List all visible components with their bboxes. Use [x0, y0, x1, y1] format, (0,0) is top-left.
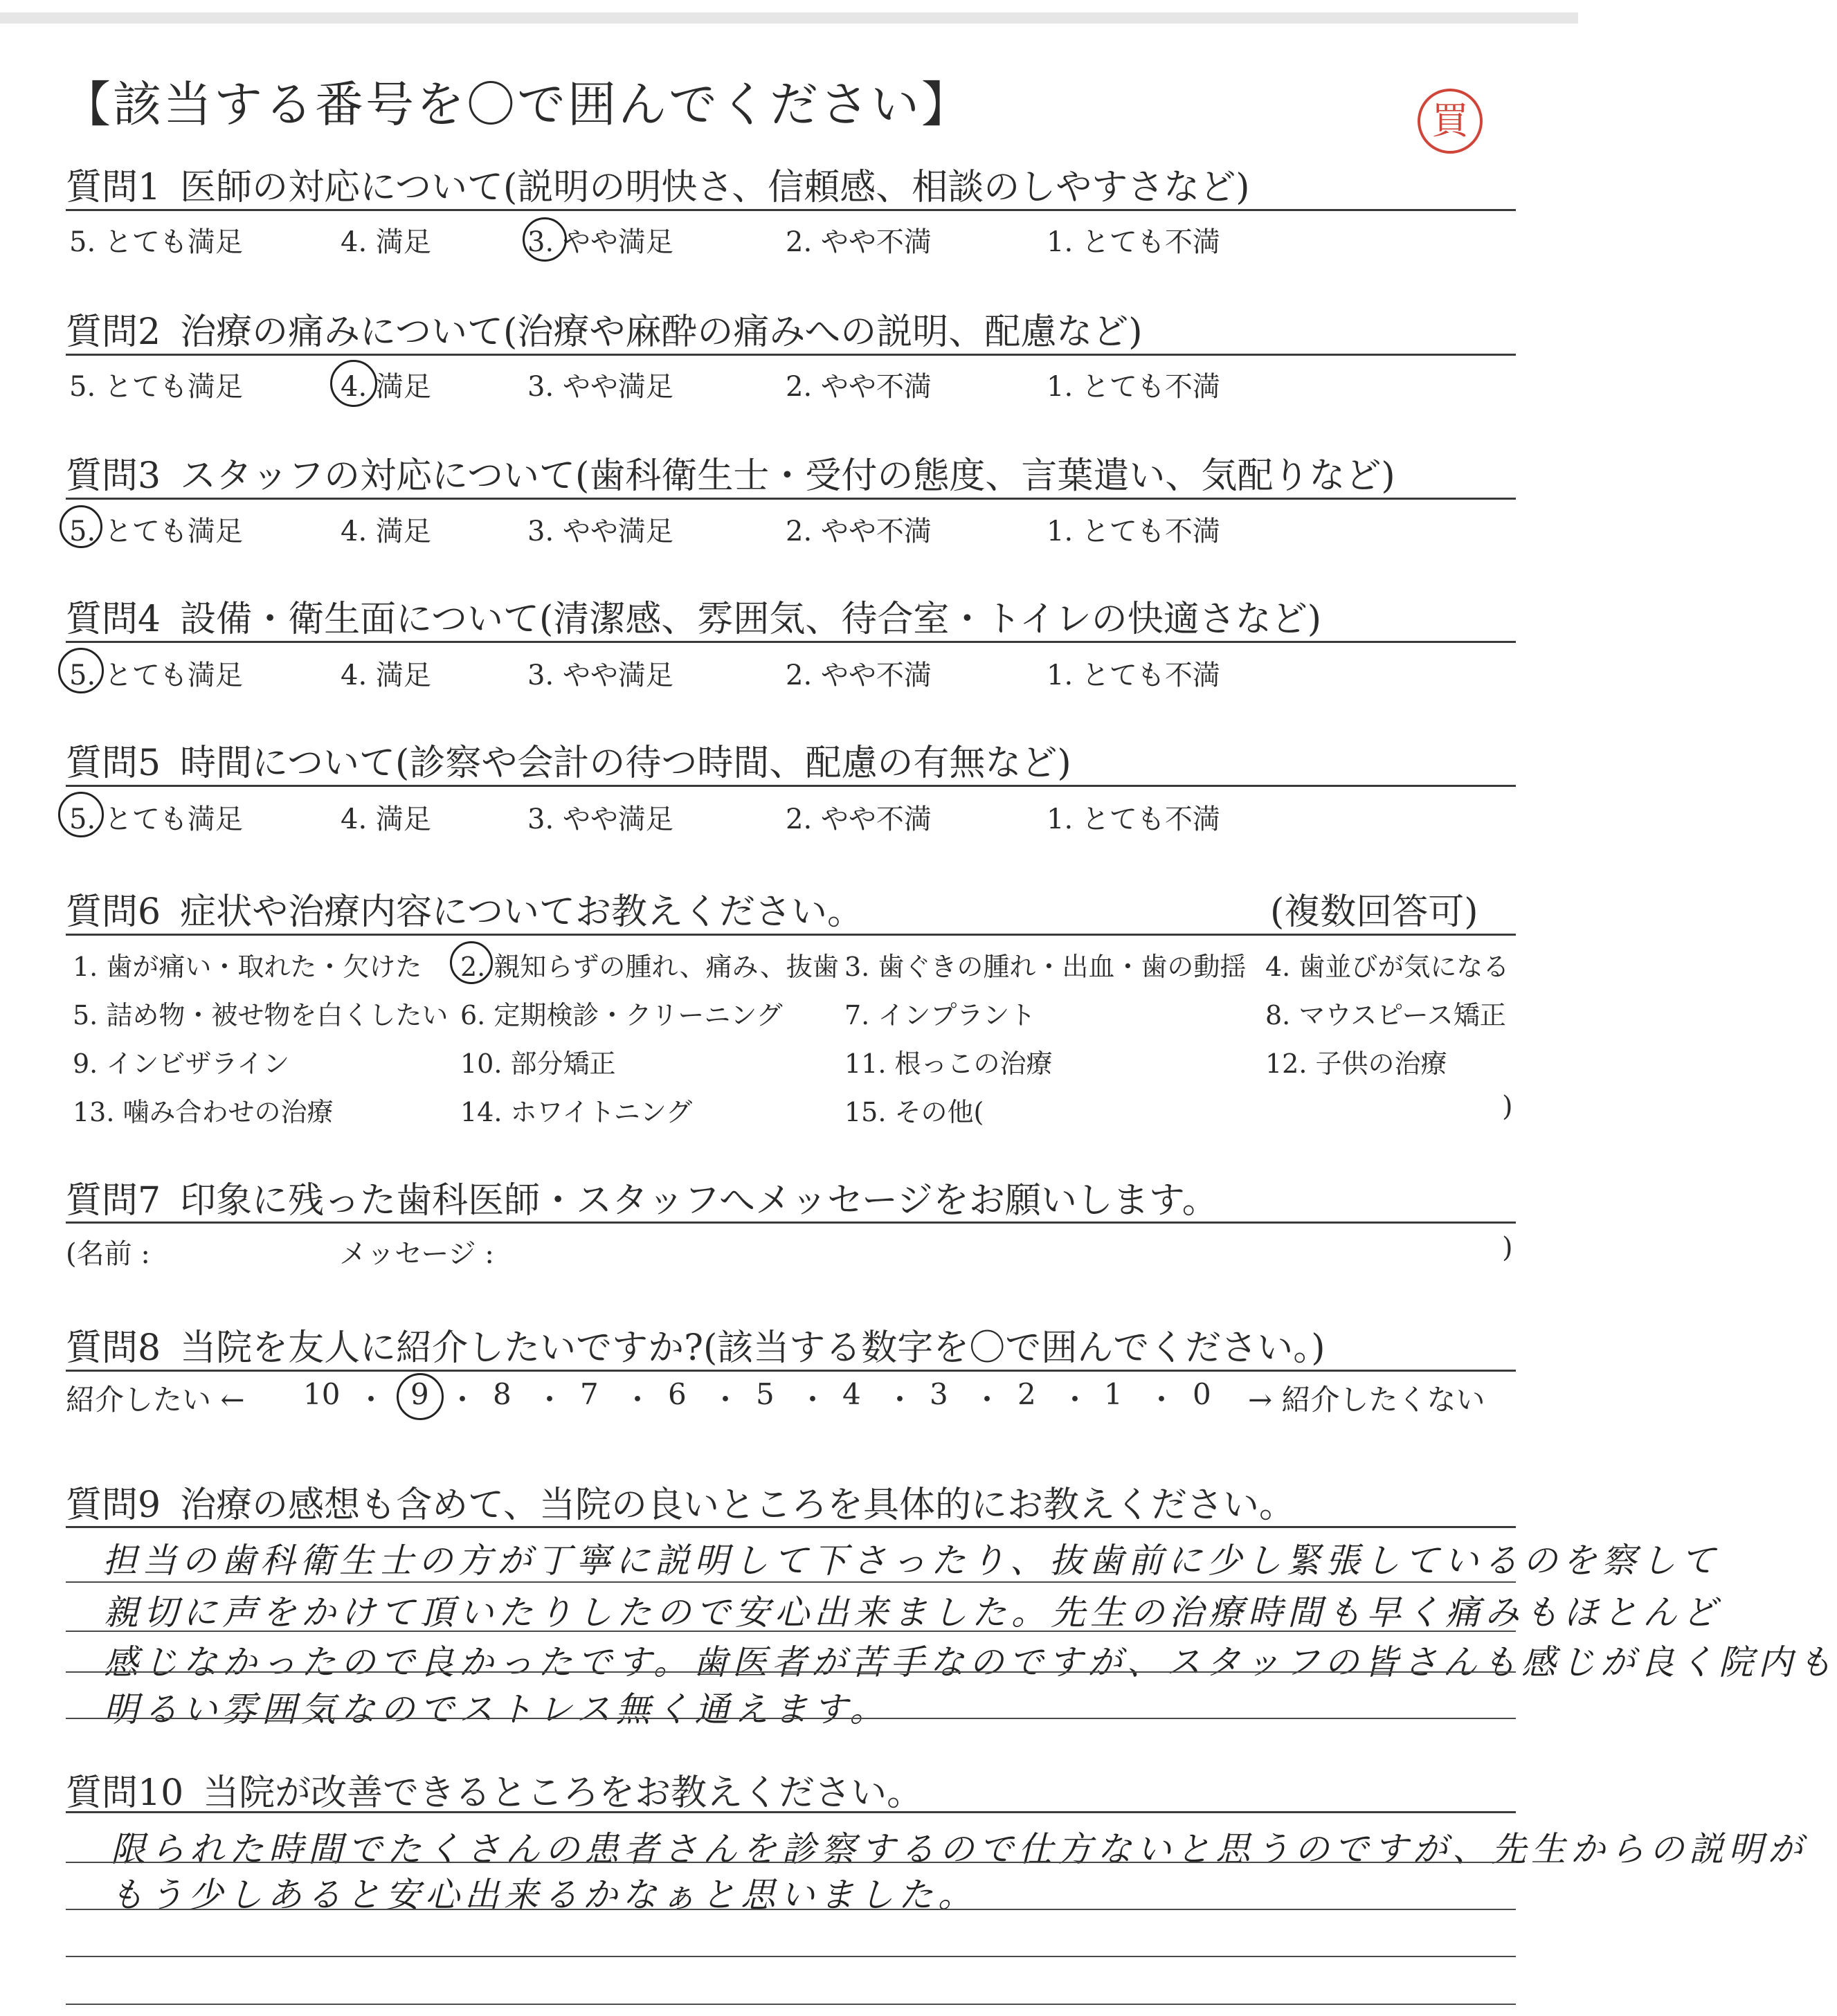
q4-option-5[interactable]: 5. とても満足: [69, 660, 243, 691]
q8-score-10[interactable]: 10: [303, 1377, 341, 1411]
q6-other-close: ): [1502, 1091, 1513, 1123]
q7-title: [66, 1171, 1218, 1223]
q5-text: 時間について(診察や会計の待つ時間、配慮の有無など): [180, 743, 1071, 784]
q4-selection-circle: [58, 648, 104, 693]
q6-title: [66, 882, 863, 934]
q9-answer-line-3: 感じなかったので良かったです。歯医者が苦手なのですが、スタッフの皆さんも感じが良く院内も: [104, 1642, 1837, 1682]
q1-option-2[interactable]: 2. やや不満: [786, 226, 932, 258]
q7-name-label: (名前 :: [66, 1238, 150, 1270]
q8-sep: ・: [1147, 1383, 1177, 1417]
q5-option-4[interactable]: 4. 満足: [341, 803, 431, 835]
q2-option-4[interactable]: 4. 満足: [341, 371, 431, 403]
q4-option-4[interactable]: 4. 満足: [341, 660, 431, 691]
q9-title: [66, 1475, 1295, 1527]
q6-option-10[interactable]: 10. 部分矯正: [460, 1048, 616, 1079]
q6-option-1[interactable]: 1. 歯が痛い・取れた・欠けた: [73, 952, 422, 982]
q10-answer-rule: [66, 2004, 1516, 2005]
q1-title: [66, 158, 1250, 210]
q7-number: 質問7: [66, 1180, 161, 1222]
q6-option-9[interactable]: 9. インビザライン: [73, 1048, 290, 1079]
q4-rule: [66, 641, 1516, 643]
q8-score-6[interactable]: 6: [668, 1377, 687, 1411]
q6-option-2[interactable]: 2. 親知らずの腫れ、痛み、抜歯: [460, 952, 839, 982]
q6-option-5[interactable]: 5. 詰め物・被せ物を白くしたい: [73, 1000, 449, 1030]
q3-option-5[interactable]: 5. とても満足: [69, 516, 243, 547]
q8-sep: ・: [623, 1383, 653, 1417]
q5-title: [66, 734, 1071, 785]
hanko-stamp: 買: [1418, 89, 1483, 154]
q10-answer-rule: [66, 1862, 1516, 1863]
q10-answer-line-1: 限られた時間でたくさんの患者さんを診察するので仕方ないと思うのですが、先生からの説明が: [111, 1829, 1807, 1869]
q3-option-4[interactable]: 4. 満足: [341, 516, 431, 547]
q8-sep: ・: [972, 1383, 1002, 1417]
q8-score-1[interactable]: 1: [1104, 1377, 1123, 1411]
q1-option-3[interactable]: 3. やや満足: [527, 226, 673, 258]
q3-option-1[interactable]: 1. とても不満: [1047, 516, 1220, 547]
q10-answer-rule: [66, 1956, 1516, 1957]
q8-sep: ・: [448, 1383, 478, 1417]
q9-answer-rule: [66, 1631, 1516, 1632]
q1-option-4[interactable]: 4. 満足: [341, 226, 431, 258]
q5-number: 質問5: [66, 743, 161, 784]
q9-text: 治療の感想も含めて、当院の良いところを具体的にお教えください。: [180, 1484, 1296, 1526]
q2-option-5[interactable]: 5. とても満足: [69, 371, 243, 403]
q1-number: 質問1: [66, 167, 161, 208]
q8-scale: [66, 1377, 1519, 1419]
q4-text: 設備・衛生面について(清潔感、雰囲気、待合室・トイレの快適さなど): [180, 599, 1322, 640]
q8-text: 当院を友人に紹介したいですか?(該当する数字を〇で囲んでください。): [180, 1327, 1325, 1369]
q5-option-2[interactable]: 2. やや不満: [786, 803, 932, 835]
q2-rule: [66, 354, 1516, 356]
q6-option-6[interactable]: 6. 定期検診・クリーニング: [460, 1000, 783, 1030]
q1-rule: [66, 209, 1516, 211]
q8-sep: ・: [535, 1383, 565, 1417]
q6-note: (複数回答可): [1270, 891, 1478, 933]
q7-close: ): [1502, 1232, 1513, 1264]
q8-right-label: → 紹介したくない: [1248, 1383, 1485, 1417]
q4-option-1[interactable]: 1. とても不満: [1047, 660, 1220, 691]
q10-answer-rule: [66, 1909, 1516, 1910]
q6-option-8[interactable]: 8. マウスピース矯正: [1265, 1000, 1506, 1030]
q8-score-5[interactable]: 5: [756, 1377, 775, 1411]
q7-rule: [66, 1222, 1516, 1224]
q8-sep: ・: [1060, 1383, 1090, 1417]
q4-option-3[interactable]: 3. やや満足: [527, 660, 673, 691]
q1-text: 医師の対応について(説明の明快さ、信頼感、相談のしやすさなど): [180, 167, 1250, 208]
q2-option-3[interactable]: 3. やや満足: [527, 371, 673, 403]
q8-sep: ・: [711, 1383, 741, 1417]
q4-option-2[interactable]: 2. やや不満: [786, 660, 932, 691]
q8-sep: ・: [885, 1383, 915, 1417]
q9-answer-line-4: 明るい雰囲気なのでストレス無く通えます。: [104, 1689, 889, 1729]
q2-number: 質問2: [66, 311, 161, 353]
q3-option-3[interactable]: 3. やや満足: [527, 516, 673, 547]
q5-option-3[interactable]: 3. やや満足: [527, 803, 673, 835]
q6-text: 症状や治療内容についてお教えください。: [180, 891, 864, 933]
q6-option-13[interactable]: 13. 噛み合わせの治療: [73, 1097, 334, 1127]
q7-message-label: メッセージ :: [339, 1238, 494, 1270]
scan-top-edge: [0, 12, 1578, 24]
q9-answer-rule: [66, 1581, 1516, 1583]
q4-title: [66, 590, 1321, 642]
q5-rule: [66, 785, 1516, 787]
q8-rule: [66, 1370, 1516, 1372]
q8-score-2[interactable]: 2: [1017, 1377, 1036, 1411]
q8-score-9[interactable]: 9: [410, 1377, 429, 1411]
q3-number: 質問3: [66, 455, 161, 497]
q6-option-15[interactable]: 15. その他(: [844, 1097, 984, 1127]
q6-number: 質問6: [66, 891, 161, 933]
q2-option-1[interactable]: 1. とても不満: [1047, 371, 1220, 403]
q8-selection-circle: [397, 1373, 444, 1420]
q10-rule: [66, 1811, 1516, 1813]
q8-score-7[interactable]: 7: [580, 1377, 599, 1411]
q8-score-0[interactable]: 0: [1193, 1377, 1211, 1411]
q5-option-5[interactable]: 5. とても満足: [69, 803, 243, 835]
q6-option-3[interactable]: 3. 歯ぐきの腫れ・出血・歯の動揺: [844, 952, 1247, 982]
q2-title: [66, 302, 1143, 354]
q10-text: 当院が改善できるところをお教えください。: [203, 1772, 923, 1814]
q6-option-14[interactable]: 14. ホワイトニング: [460, 1097, 693, 1127]
q6-option-7[interactable]: 7. インプラント: [844, 1000, 1036, 1030]
q3-option-2[interactable]: 2. やや不満: [786, 516, 932, 547]
q5-option-1[interactable]: 1. とても不満: [1047, 803, 1220, 835]
q4-number: 質問4: [66, 599, 161, 640]
q3-text: スタッフの対応について(歯科衛生士・受付の態度、言葉遣い、気配りなど): [180, 455, 1395, 497]
q1-option-1[interactable]: 1. とても不満: [1047, 226, 1220, 258]
q6-option-4[interactable]: 4. 歯並びが気になる: [1265, 952, 1510, 982]
q6-rule: [66, 934, 1516, 936]
q8-number: 質問8: [66, 1327, 161, 1369]
q8-score-8[interactable]: 8: [493, 1377, 512, 1411]
q6-selection-circle: [450, 941, 493, 984]
q8-score-4[interactable]: 4: [842, 1377, 861, 1411]
q3-title: [66, 446, 1395, 498]
q2-selection-circle: [330, 360, 377, 407]
q8-score-3[interactable]: 3: [930, 1377, 948, 1411]
q2-option-2[interactable]: 2. やや不満: [786, 371, 932, 403]
q8-title: [66, 1318, 1325, 1370]
q9-answer-line-2: 親切に声をかけて頂いたりしたので安心出来ました。先生の治療時間も早く痛みもほとんど: [104, 1592, 1721, 1633]
q3-rule: [66, 498, 1516, 500]
q9-rule: [66, 1526, 1516, 1528]
q6-option-11[interactable]: 11. 根っこの治療: [844, 1048, 1053, 1079]
q9-answer-line-1: 担当の歯科衛生士の方が丁寧に説明して下さったり、抜歯前に少し緊張しているのを察して: [102, 1541, 1720, 1581]
q3-selection-circle: [60, 505, 102, 548]
q8-sep: ・: [798, 1383, 828, 1417]
q6-option-12[interactable]: 12. 子供の治療: [1265, 1048, 1447, 1079]
q10-title: [66, 1763, 923, 1815]
q9-number: 質問9: [66, 1484, 161, 1526]
q8-left-label: 紹介したい ←: [66, 1383, 245, 1417]
q10-answer-line-2: もう少しあると安心出来るかなぁと思いました。: [109, 1875, 977, 1915]
q8-sep: ・: [356, 1383, 386, 1417]
q9-answer-rule: [66, 1671, 1516, 1673]
instruction-header: 【該当する番号を〇で囲んでください】: [62, 76, 972, 133]
q7-text: 印象に残った歯科医師・スタッフへメッセージをお願いします。: [180, 1180, 1218, 1222]
q1-selection-circle: [523, 217, 567, 262]
q9-answer-rule: [66, 1718, 1516, 1719]
q10-number: 質問10: [66, 1772, 184, 1814]
q1-option-5[interactable]: 5. とても満足: [69, 226, 243, 258]
q2-text: 治療の痛みについて(治療や麻酔の痛みへの説明、配慮など): [180, 311, 1143, 353]
q5-selection-circle: [58, 792, 104, 837]
